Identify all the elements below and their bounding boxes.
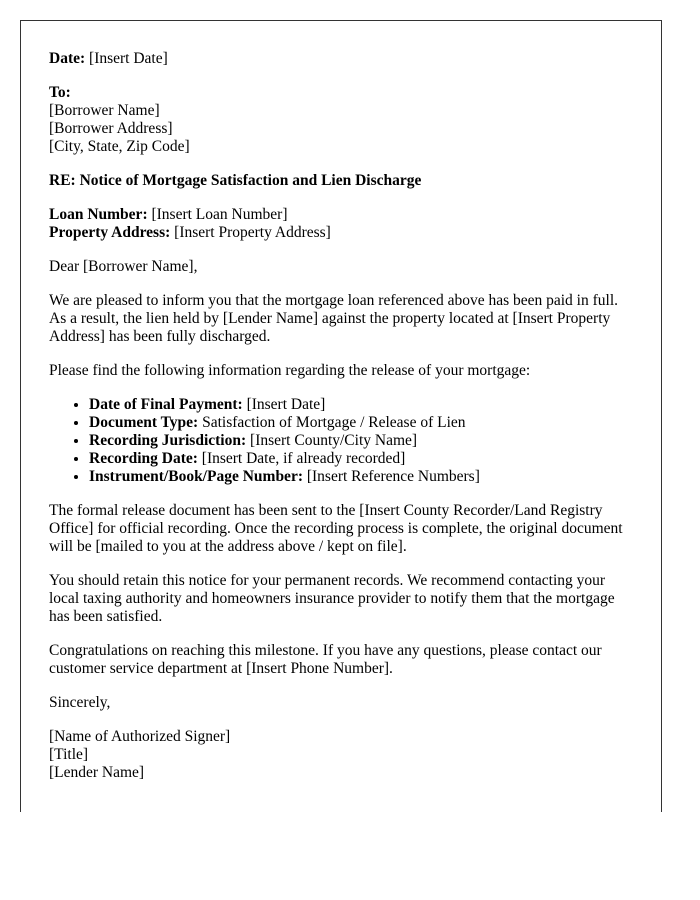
detail-label: Instrument/Book/Page Number: bbox=[89, 468, 303, 485]
detail-value: [Insert Date] bbox=[246, 396, 326, 413]
lender-name: [Lender Name] bbox=[49, 764, 145, 781]
list-item bbox=[89, 450, 634, 468]
detail-label: Date of Final Payment: bbox=[89, 396, 243, 413]
salutation: Dear [Borrower Name], bbox=[49, 258, 198, 275]
body-paragraph: Please find the following information regarding the release of your mortgage: bbox=[49, 362, 531, 379]
list-item bbox=[89, 468, 634, 486]
subject-text: RE: Notice of Mortgage Satisfaction and Lien Discharge bbox=[49, 172, 422, 189]
detail-label: Recording Jurisdiction: bbox=[89, 432, 247, 449]
date-value: [Insert Date] bbox=[89, 50, 168, 67]
closing: Sincerely, bbox=[49, 694, 111, 711]
list-item bbox=[89, 414, 634, 432]
signer-name: [Name of Authorized Signer] bbox=[49, 728, 231, 745]
body-paragraph: We are pleased to inform you that the mortgage loan referenced above has been paid in full. As a result, the lien held by [Lender Name] against the property located at [Insert Property Address] has been fully discharged. bbox=[49, 292, 619, 345]
letter-page bbox=[20, 20, 662, 812]
detail-label: Document Type: bbox=[89, 414, 199, 431]
recipient-block bbox=[49, 84, 634, 156]
borrower-address: [Borrower Address] bbox=[49, 120, 173, 137]
signer-title: [Title] bbox=[49, 746, 89, 763]
detail-value: [Insert Date, if already recorded] bbox=[201, 450, 406, 467]
subject-line bbox=[49, 172, 634, 190]
borrower-city: [City, State, Zip Code] bbox=[49, 138, 190, 155]
list-item bbox=[89, 396, 634, 414]
loan-label: Loan Number: bbox=[49, 206, 148, 223]
to-label: To: bbox=[49, 84, 71, 101]
detail-value: Satisfaction of Mortgage / Release of Lien bbox=[202, 414, 466, 431]
property-value: [Insert Property Address] bbox=[174, 224, 331, 241]
body-paragraph: Congratulations on reaching this milestone. If you have any questions, please contact our customer service department at [Insert Phone Number]. bbox=[49, 642, 602, 677]
body-paragraph: You should retain this notice for your permanent records. We recommend contacting your local taxing authority and homeowners insurance provider to notify them that the mortgage has been satisfied. bbox=[49, 572, 615, 625]
body-paragraph: The formal release document has been sent to the [Insert County Recorder/Land Registry Office] for official recording. Once the recording process is complete, the original document will be [mailed to you at the address above / kept on file]. bbox=[49, 502, 623, 555]
loan-value: [Insert Loan Number] bbox=[151, 206, 288, 223]
detail-value: [Insert Reference Numbers] bbox=[306, 468, 480, 485]
borrower-name: [Borrower Name] bbox=[49, 102, 160, 119]
property-label: Property Address: bbox=[49, 224, 171, 241]
detail-value: [Insert County/City Name] bbox=[250, 432, 418, 449]
date-label: Date: bbox=[49, 50, 86, 67]
details-list bbox=[49, 396, 634, 486]
date-line bbox=[49, 50, 634, 68]
detail-label: Recording Date: bbox=[89, 450, 198, 467]
list-item bbox=[89, 432, 634, 450]
signature-block bbox=[49, 728, 634, 782]
loan-info bbox=[49, 206, 634, 242]
